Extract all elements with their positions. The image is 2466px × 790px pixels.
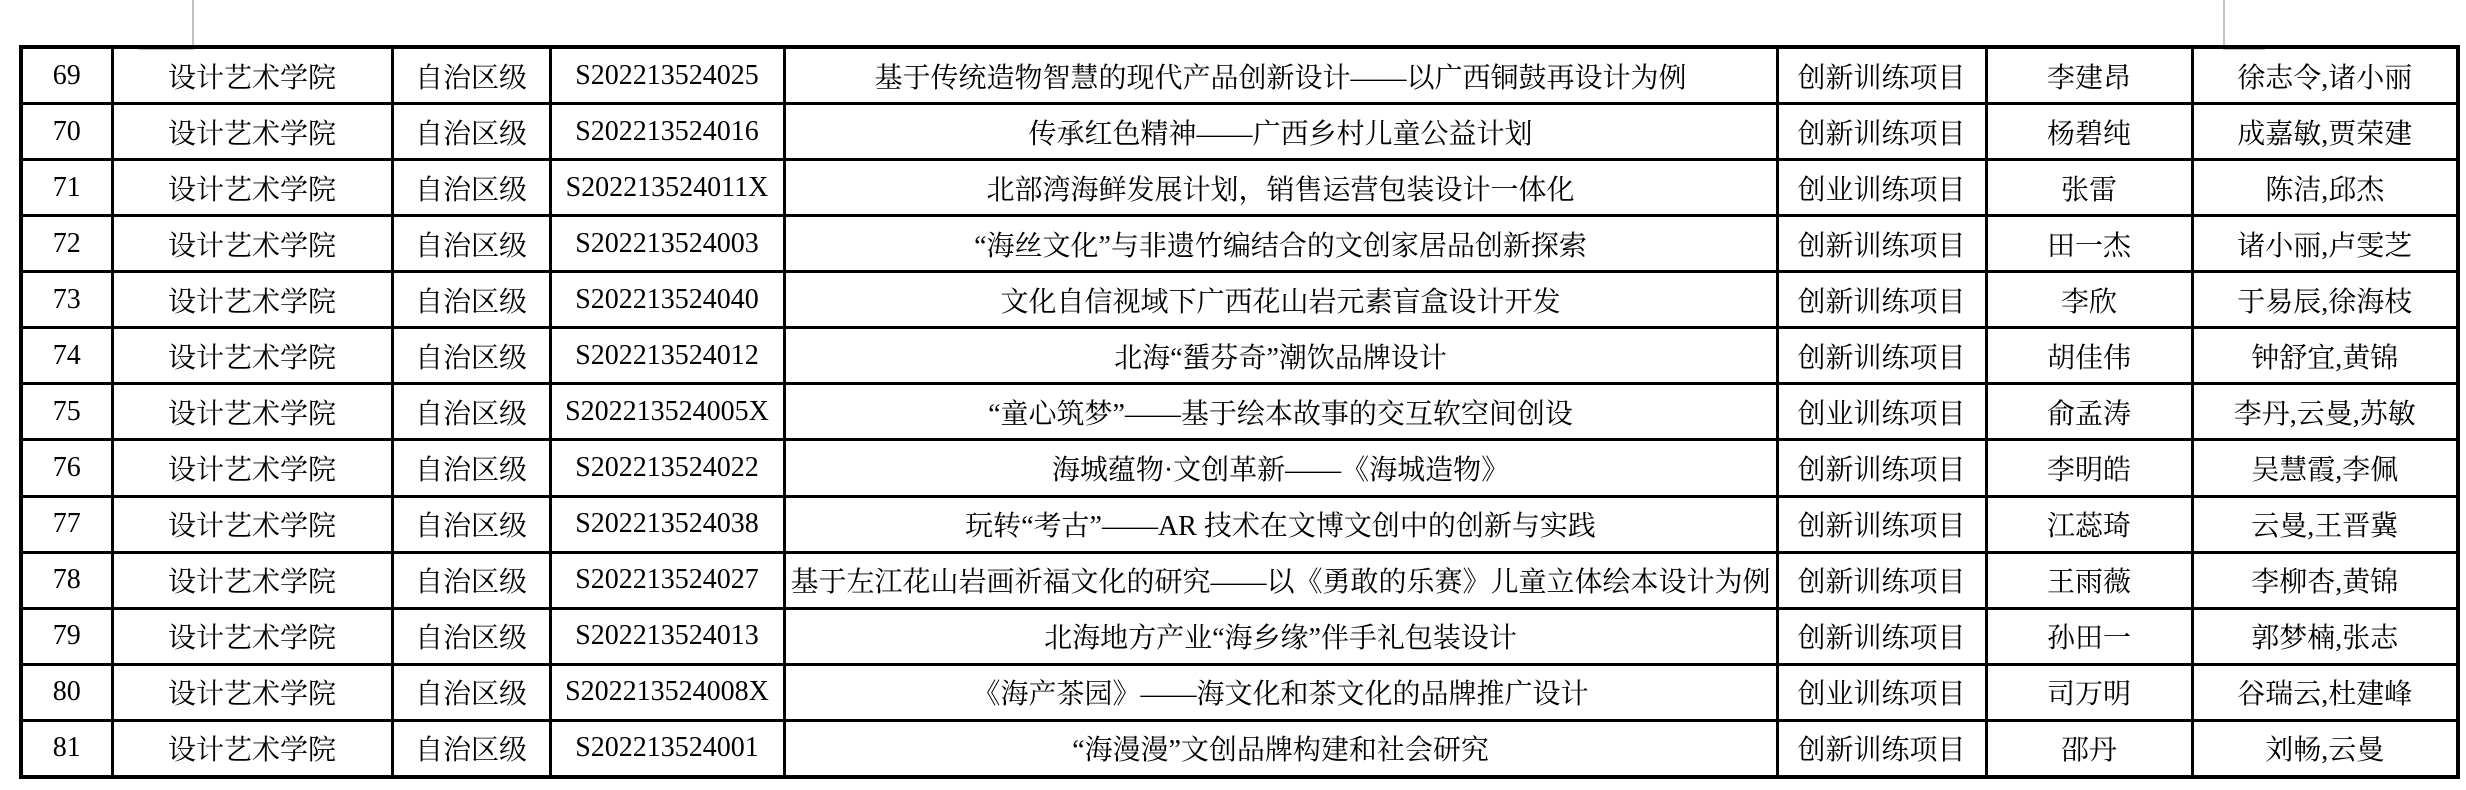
table-row bbox=[21, 104, 2458, 160]
cell-no: 70 bbox=[21, 104, 112, 160]
cell-leader: 孙田一 bbox=[1986, 608, 2192, 664]
cell-title: 基于左江花山岩画祈福文化的研究——以《勇敢的乐赛》儿童立体绘本设计为例 bbox=[784, 552, 1777, 608]
cell-no: 79 bbox=[21, 608, 112, 664]
cell-code: S202213524005X bbox=[550, 384, 784, 440]
cell-title: 北海“蜑芬奇”潮饮品牌设计 bbox=[784, 328, 1777, 384]
projects-table bbox=[19, 45, 2460, 779]
cell-code: S202213524022 bbox=[550, 440, 784, 496]
cell-college: 设计艺术学院 bbox=[112, 104, 392, 160]
cell-level: 自治区级 bbox=[392, 608, 550, 664]
cell-leader: 张雷 bbox=[1986, 160, 2192, 216]
table-row bbox=[21, 328, 2458, 384]
cell-members: 吴慧霞,李佩 bbox=[2192, 440, 2458, 496]
table-row bbox=[21, 664, 2458, 720]
cell-title: 海城蕴物·文创革新——《海城造物》 bbox=[784, 440, 1777, 496]
cell-college: 设计艺术学院 bbox=[112, 272, 392, 328]
cell-no: 81 bbox=[21, 720, 112, 777]
cell-code: S202213524012 bbox=[550, 328, 784, 384]
cell-leader: 俞孟涛 bbox=[1986, 384, 2192, 440]
cell-type: 创新训练项目 bbox=[1777, 328, 1986, 384]
cell-leader: 司万明 bbox=[1986, 664, 2192, 720]
cell-members: 刘畅,云曼 bbox=[2192, 720, 2458, 777]
cell-level: 自治区级 bbox=[392, 664, 550, 720]
cell-college: 设计艺术学院 bbox=[112, 440, 392, 496]
cell-college: 设计艺术学院 bbox=[112, 384, 392, 440]
table-row bbox=[21, 216, 2458, 272]
cell-code: S202213524027 bbox=[550, 552, 784, 608]
cell-leader: 杨碧纯 bbox=[1986, 104, 2192, 160]
cell-no: 75 bbox=[21, 384, 112, 440]
cell-members: 云曼,王晋冀 bbox=[2192, 496, 2458, 552]
cell-level: 自治区级 bbox=[392, 440, 550, 496]
margin-mark-top-left-vertical bbox=[192, 0, 194, 50]
cell-no: 80 bbox=[21, 664, 112, 720]
cell-members: 郭梦楠,张志 bbox=[2192, 608, 2458, 664]
cell-code: S202213524016 bbox=[550, 104, 784, 160]
table-row bbox=[21, 160, 2458, 216]
cell-title: 基于传统造物智慧的现代产品创新设计——以广西铜鼓再设计为例 bbox=[784, 47, 1777, 104]
cell-members: 钟舒宜,黄锦 bbox=[2192, 328, 2458, 384]
cell-level: 自治区级 bbox=[392, 496, 550, 552]
table-row bbox=[21, 47, 2458, 104]
cell-no: 74 bbox=[21, 328, 112, 384]
cell-type: 创新训练项目 bbox=[1777, 272, 1986, 328]
margin-mark-top-right-vertical bbox=[2223, 0, 2225, 50]
cell-title: 北海地方产业“海乡缘”伴手礼包装设计 bbox=[784, 608, 1777, 664]
cell-type: 创新训练项目 bbox=[1777, 440, 1986, 496]
cell-leader: 李明皓 bbox=[1986, 440, 2192, 496]
cell-college: 设计艺术学院 bbox=[112, 608, 392, 664]
cell-college: 设计艺术学院 bbox=[112, 720, 392, 777]
cell-leader: 江蕊琦 bbox=[1986, 496, 2192, 552]
table-row bbox=[21, 608, 2458, 664]
cell-code: S202213524003 bbox=[550, 216, 784, 272]
cell-title: “海漫漫”文创品牌构建和社会研究 bbox=[784, 720, 1777, 777]
cell-no: 72 bbox=[21, 216, 112, 272]
cell-type: 创业训练项目 bbox=[1777, 664, 1986, 720]
cell-type: 创新训练项目 bbox=[1777, 104, 1986, 160]
cell-title: 文化自信视域下广西花山岩元素盲盒设计开发 bbox=[784, 272, 1777, 328]
cell-leader: 邵丹 bbox=[1986, 720, 2192, 777]
cell-code: S202213524008X bbox=[550, 664, 784, 720]
cell-members: 李丹,云曼,苏敏 bbox=[2192, 384, 2458, 440]
cell-type: 创新训练项目 bbox=[1777, 552, 1986, 608]
cell-college: 设计艺术学院 bbox=[112, 552, 392, 608]
cell-type: 创新训练项目 bbox=[1777, 496, 1986, 552]
cell-code: S202213524040 bbox=[550, 272, 784, 328]
cell-members: 成嘉敏,贾荣建 bbox=[2192, 104, 2458, 160]
table-row bbox=[21, 720, 2458, 777]
cell-level: 自治区级 bbox=[392, 720, 550, 777]
cell-members: 李柳杏,黄锦 bbox=[2192, 552, 2458, 608]
document-page bbox=[19, 45, 2460, 779]
cell-level: 自治区级 bbox=[392, 104, 550, 160]
cell-type: 创新训练项目 bbox=[1777, 608, 1986, 664]
table-row bbox=[21, 552, 2458, 608]
cell-college: 设计艺术学院 bbox=[112, 496, 392, 552]
cell-college: 设计艺术学院 bbox=[112, 664, 392, 720]
cell-title: 玩转“考古”——AR 技术在文博文创中的创新与实践 bbox=[784, 496, 1777, 552]
cell-level: 自治区级 bbox=[392, 160, 550, 216]
cell-leader: 李建昂 bbox=[1986, 47, 2192, 104]
cell-code: S202213524025 bbox=[550, 47, 784, 104]
cell-code: S202213524001 bbox=[550, 720, 784, 777]
cell-no: 73 bbox=[21, 272, 112, 328]
cell-title: 北部湾海鲜发展计划，销售运营包装设计一体化 bbox=[784, 160, 1777, 216]
cell-level: 自治区级 bbox=[392, 216, 550, 272]
cell-title: 《海产茶园》——海文化和茶文化的品牌推广设计 bbox=[784, 664, 1777, 720]
cell-title: 传承红色精神——广西乡村儿童公益计划 bbox=[784, 104, 1777, 160]
cell-title: “童心筑梦”——基于绘本故事的交互软空间创设 bbox=[784, 384, 1777, 440]
cell-code: S202213524013 bbox=[550, 608, 784, 664]
cell-level: 自治区级 bbox=[392, 552, 550, 608]
cell-level: 自治区级 bbox=[392, 272, 550, 328]
table-row bbox=[21, 272, 2458, 328]
cell-college: 设计艺术学院 bbox=[112, 216, 392, 272]
cell-leader: 李欣 bbox=[1986, 272, 2192, 328]
cell-no: 78 bbox=[21, 552, 112, 608]
cell-type: 创业训练项目 bbox=[1777, 384, 1986, 440]
cell-code: S202213524038 bbox=[550, 496, 784, 552]
cell-type: 创新训练项目 bbox=[1777, 720, 1986, 777]
cell-members: 于易辰,徐海枝 bbox=[2192, 272, 2458, 328]
table-row bbox=[21, 384, 2458, 440]
cell-no: 71 bbox=[21, 160, 112, 216]
cell-level: 自治区级 bbox=[392, 384, 550, 440]
cell-leader: 田一杰 bbox=[1986, 216, 2192, 272]
table-row bbox=[21, 496, 2458, 552]
cell-type: 创业训练项目 bbox=[1777, 160, 1986, 216]
cell-members: 陈洁,邱杰 bbox=[2192, 160, 2458, 216]
cell-type: 创新训练项目 bbox=[1777, 47, 1986, 104]
cell-no: 76 bbox=[21, 440, 112, 496]
table-row bbox=[21, 440, 2458, 496]
cell-members: 徐志令,诸小丽 bbox=[2192, 47, 2458, 104]
cell-college: 设计艺术学院 bbox=[112, 47, 392, 104]
cell-code: S202213524011X bbox=[550, 160, 784, 216]
cell-leader: 胡佳伟 bbox=[1986, 328, 2192, 384]
cell-no: 77 bbox=[21, 496, 112, 552]
cell-college: 设计艺术学院 bbox=[112, 328, 392, 384]
cell-type: 创新训练项目 bbox=[1777, 216, 1986, 272]
cell-level: 自治区级 bbox=[392, 328, 550, 384]
cell-college: 设计艺术学院 bbox=[112, 160, 392, 216]
cell-no: 69 bbox=[21, 47, 112, 104]
cell-members: 诸小丽,卢雯芝 bbox=[2192, 216, 2458, 272]
cell-title: “海丝文化”与非遗竹编结合的文创家居品创新探索 bbox=[784, 216, 1777, 272]
cell-members: 谷瑞云,杜建峰 bbox=[2192, 664, 2458, 720]
cell-level: 自治区级 bbox=[392, 47, 550, 104]
cell-leader: 王雨薇 bbox=[1986, 552, 2192, 608]
